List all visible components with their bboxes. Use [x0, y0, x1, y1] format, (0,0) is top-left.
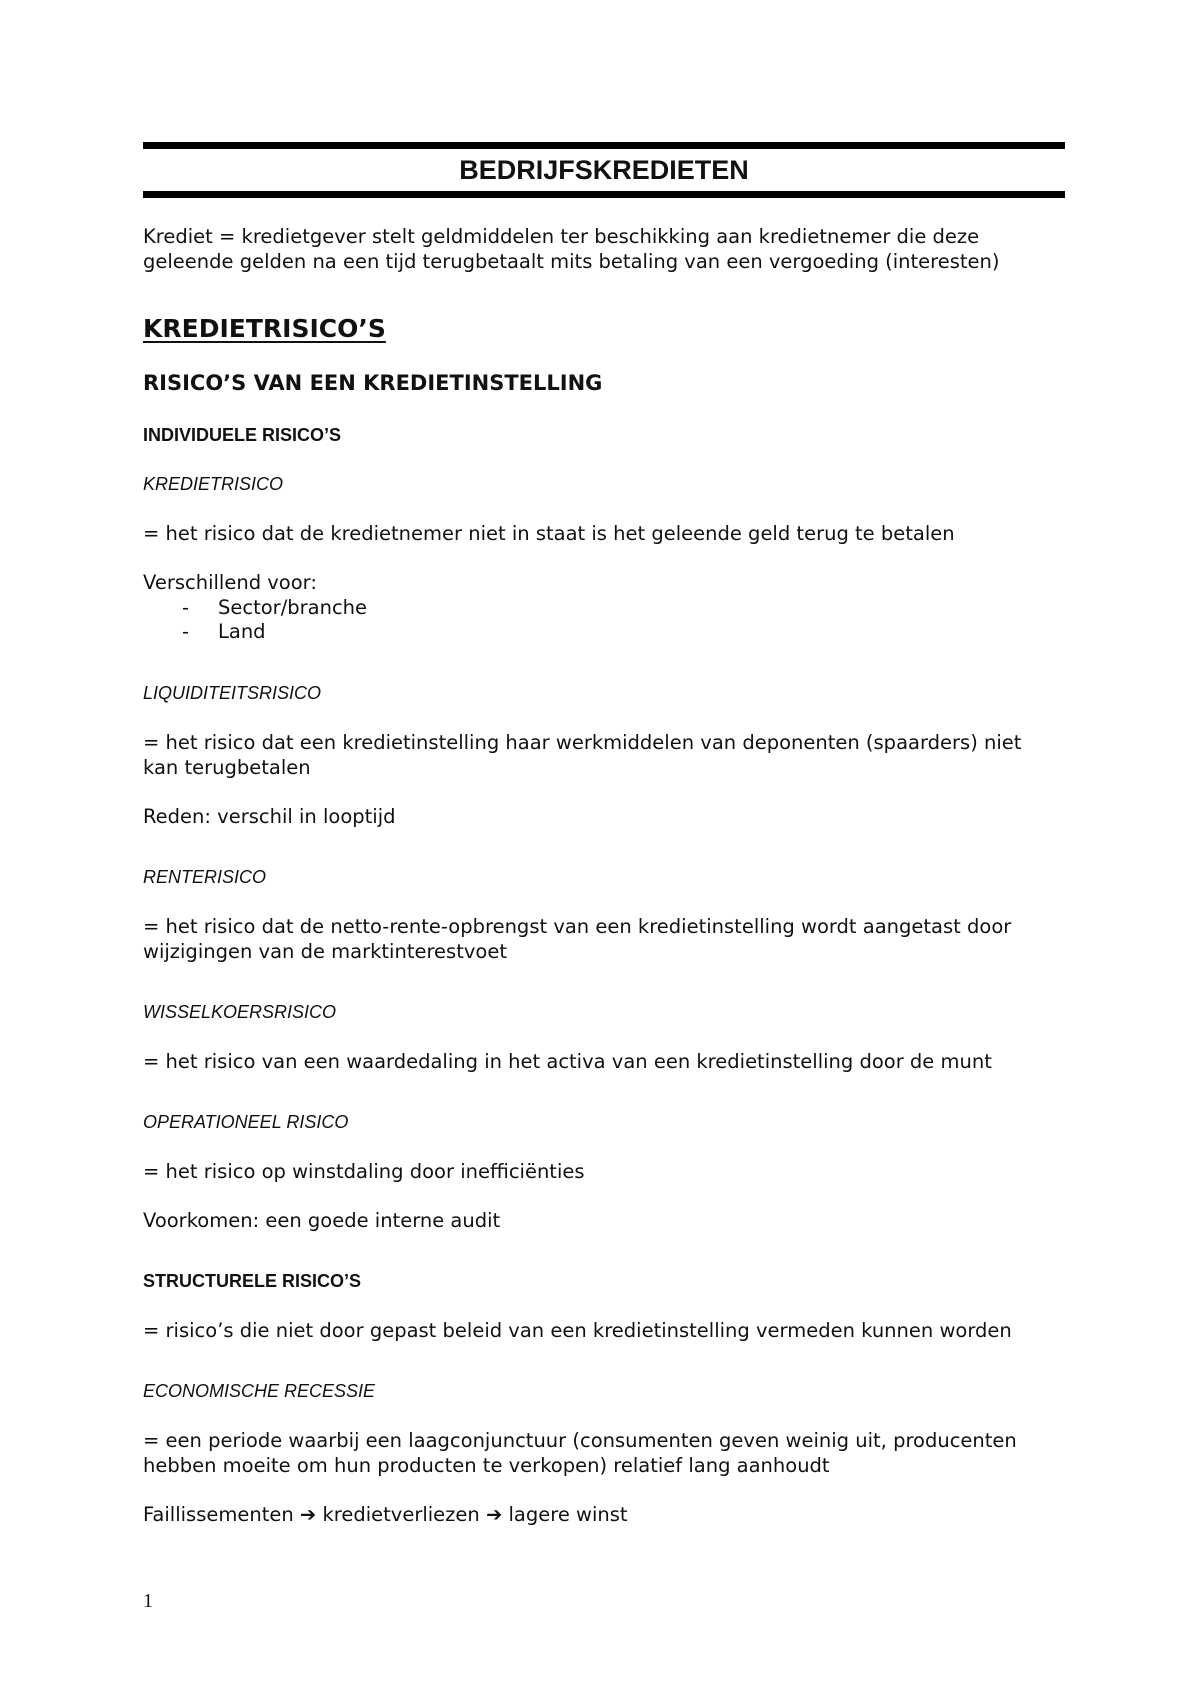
liquiditeit-reason: Reden: verschil in looptijd	[143, 805, 396, 828]
heading-individuele-risicos: INDIVIDUELE RISICO’S	[143, 425, 342, 445]
chain-step: Faillissementen	[143, 1503, 294, 1526]
recessie-def-line-1: = een periode waarbij een laagconjunctuur (consumenten geven weinig uit, producenten	[143, 1429, 1017, 1452]
arrow-right-icon: ➔	[485, 1503, 503, 1526]
intro-line-1: Krediet = kredietgever stelt geldmiddelen ter beschikking aan kredietnemer die deze	[143, 225, 980, 248]
heading-kredietrisicos: KREDIETRISICO’S	[143, 314, 386, 343]
bullet-text: Sector/branche	[218, 596, 368, 619]
arrow-right-icon: ➔	[299, 1503, 317, 1526]
rente-def-line-2: wijzigingen van de marktinterestvoet	[143, 940, 507, 963]
bullet-dash: -	[182, 596, 190, 619]
structureel-definition: = risico’s die niet door gepast beleid van een kredietinstelling vermeden kunnen worden	[143, 1319, 1012, 1342]
operationeel-definition: = het risico op winstdaling door inefficiënties	[143, 1160, 585, 1183]
kredietrisico-definition: = het risico dat de kredietnemer niet in staat is het geleende geld terug te betalen	[143, 522, 955, 545]
recessie-chain	[143, 1502, 628, 1527]
page-number: 1	[143, 1590, 153, 1612]
chain-step: lagere winst	[508, 1503, 628, 1526]
title-rule-bottom	[143, 191, 1065, 198]
heading-kredietrisico: KREDIETRISICO	[143, 474, 284, 494]
heading-renterisico: RENTERISICO	[143, 867, 267, 887]
heading-wisselkoersrisico: WISSELKOERSRISICO	[143, 1002, 337, 1022]
liquiditeit-def-line-2: kan terugbetalen	[143, 756, 311, 779]
bullet-dash: -	[182, 620, 190, 643]
wissel-definition: = het risico van een waardedaling in het activa van een kredietinstelling door de munt	[143, 1050, 992, 1073]
page-title: BEDRIJFSKREDIETEN	[459, 155, 749, 185]
heading-operationeel-risico: OPERATIONEEL RISICO	[143, 1112, 349, 1132]
bullet-text: Land	[218, 620, 266, 643]
rente-def-line-1: = het risico dat de netto-rente-opbrengst van een kredietinstelling wordt aangetast door	[143, 915, 1012, 938]
recessie-def-line-2: hebben moeite om hun producten te verkopen) relatief lang aanhoudt	[143, 1454, 830, 1477]
heading-structurele-risicos: STRUCTURELE RISICO’S	[143, 1271, 362, 1291]
operationeel-prevent: Voorkomen: een goede interne audit	[143, 1209, 501, 1232]
title-rule-top	[143, 142, 1065, 149]
liquiditeit-def-line-1: = het risico dat een kredietinstelling haar werkmiddelen van deponenten (spaarders) niet	[143, 731, 1022, 754]
heading-liquiditeitsrisico: LIQUIDITEITSRISICO	[143, 683, 322, 703]
intro-line-2: geleende gelden na een tijd terugbetaalt mits betaling van een vergoeding (interesten)	[143, 250, 1000, 273]
heading-economische-recessie: ECONOMISCHE RECESSIE	[143, 1381, 376, 1401]
heading-risicos-kredietinstelling: RISICO’S VAN EEN KREDIETINSTELLING	[143, 371, 603, 395]
verschillend-label: Verschillend voor:	[143, 571, 317, 594]
chain-step: kredietverliezen	[322, 1503, 480, 1526]
